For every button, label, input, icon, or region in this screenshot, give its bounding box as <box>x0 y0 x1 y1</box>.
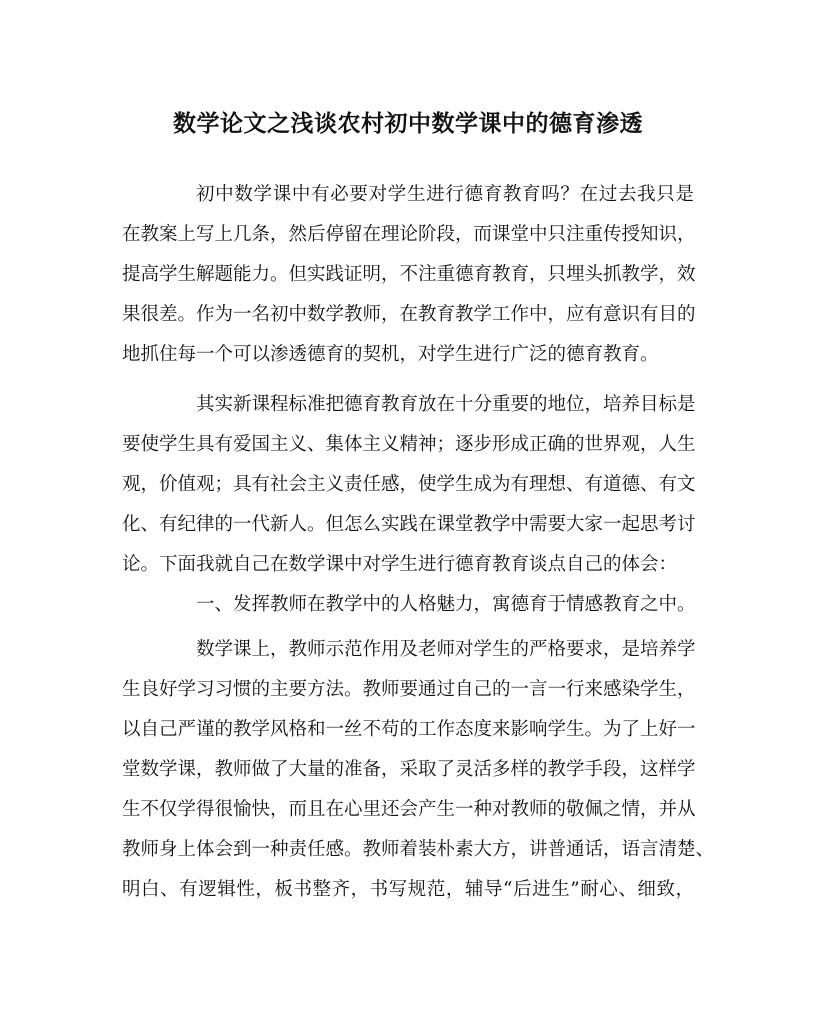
paragraph-line: 地抓住每一个可以渗透德育的契机，对学生进行广泛的德育教育。 <box>122 344 659 365</box>
paragraph-line: 论。下面我就自己在数学课中对学生进行德育教育谈点自己的体会： <box>122 554 678 575</box>
section-heading: 一、发挥教师在教学中的人格魅力，寓德育于情感教育之中。 <box>196 594 696 615</box>
paragraph-line: 其实新课程标准把德育教育放在十分重要的地位，培养目标是 <box>196 394 696 415</box>
paragraph-line: 堂数学课，教师做了大量的准备，采取了灵活多样的教学手段，这样学 <box>122 759 696 780</box>
paragraph-line: 观，价值观；具有社会主义责任感，使学生成为有理想、有道德、有文 <box>122 474 696 495</box>
paragraph-line: 明白、有逻辑性，板书整齐，书写规范，辅导“后进生”耐心、细致， <box>122 879 694 900</box>
paragraph-line: 要使学生具有爱国主义、集体主义精神；逐步形成正确的世界观，人生 <box>122 434 696 455</box>
paragraph-line: 以自己严谨的教学风格和一丝不苟的工作态度来影响学生。为了上好一 <box>122 719 696 740</box>
paragraph-line: 数学课上，教师示范作用及老师对学生的严格要求，是培养学 <box>196 639 696 660</box>
paragraph-line: 生不仅学得很愉快，而且在心里还会产生一种对教师的敬佩之情，并从 <box>122 799 696 820</box>
paragraph-line: 生良好学习习惯的主要方法。教师要通过自己的一言一行来感染学生， <box>122 679 696 700</box>
paragraph-line: 教师身上体会到一种责任感。教师着装朴素大方，讲普通话，语言清楚、 <box>122 839 715 860</box>
paragraph-line: 化、有纪律的一代新人。但怎么实践在课堂教学中需要大家一起思考讨 <box>122 514 696 535</box>
paragraph-line: 果很差。作为一名初中数学教师，在教育教学工作中，应有意识有目的 <box>122 304 696 325</box>
paragraph-line: 初中数学课中有必要对学生进行德育教育吗？在过去我只是 <box>196 184 694 205</box>
paragraph-line: 提高学生解题能力。但实践证明，不注重德育教育，只埋头抓教学，效 <box>122 264 696 285</box>
paragraph-line: 在教案上写上几条，然后停留在理论阶段，而课堂中只注重传授知识， <box>122 224 696 245</box>
document-title: 数学论文之浅谈农村初中数学课中的德育渗透 <box>173 110 643 137</box>
